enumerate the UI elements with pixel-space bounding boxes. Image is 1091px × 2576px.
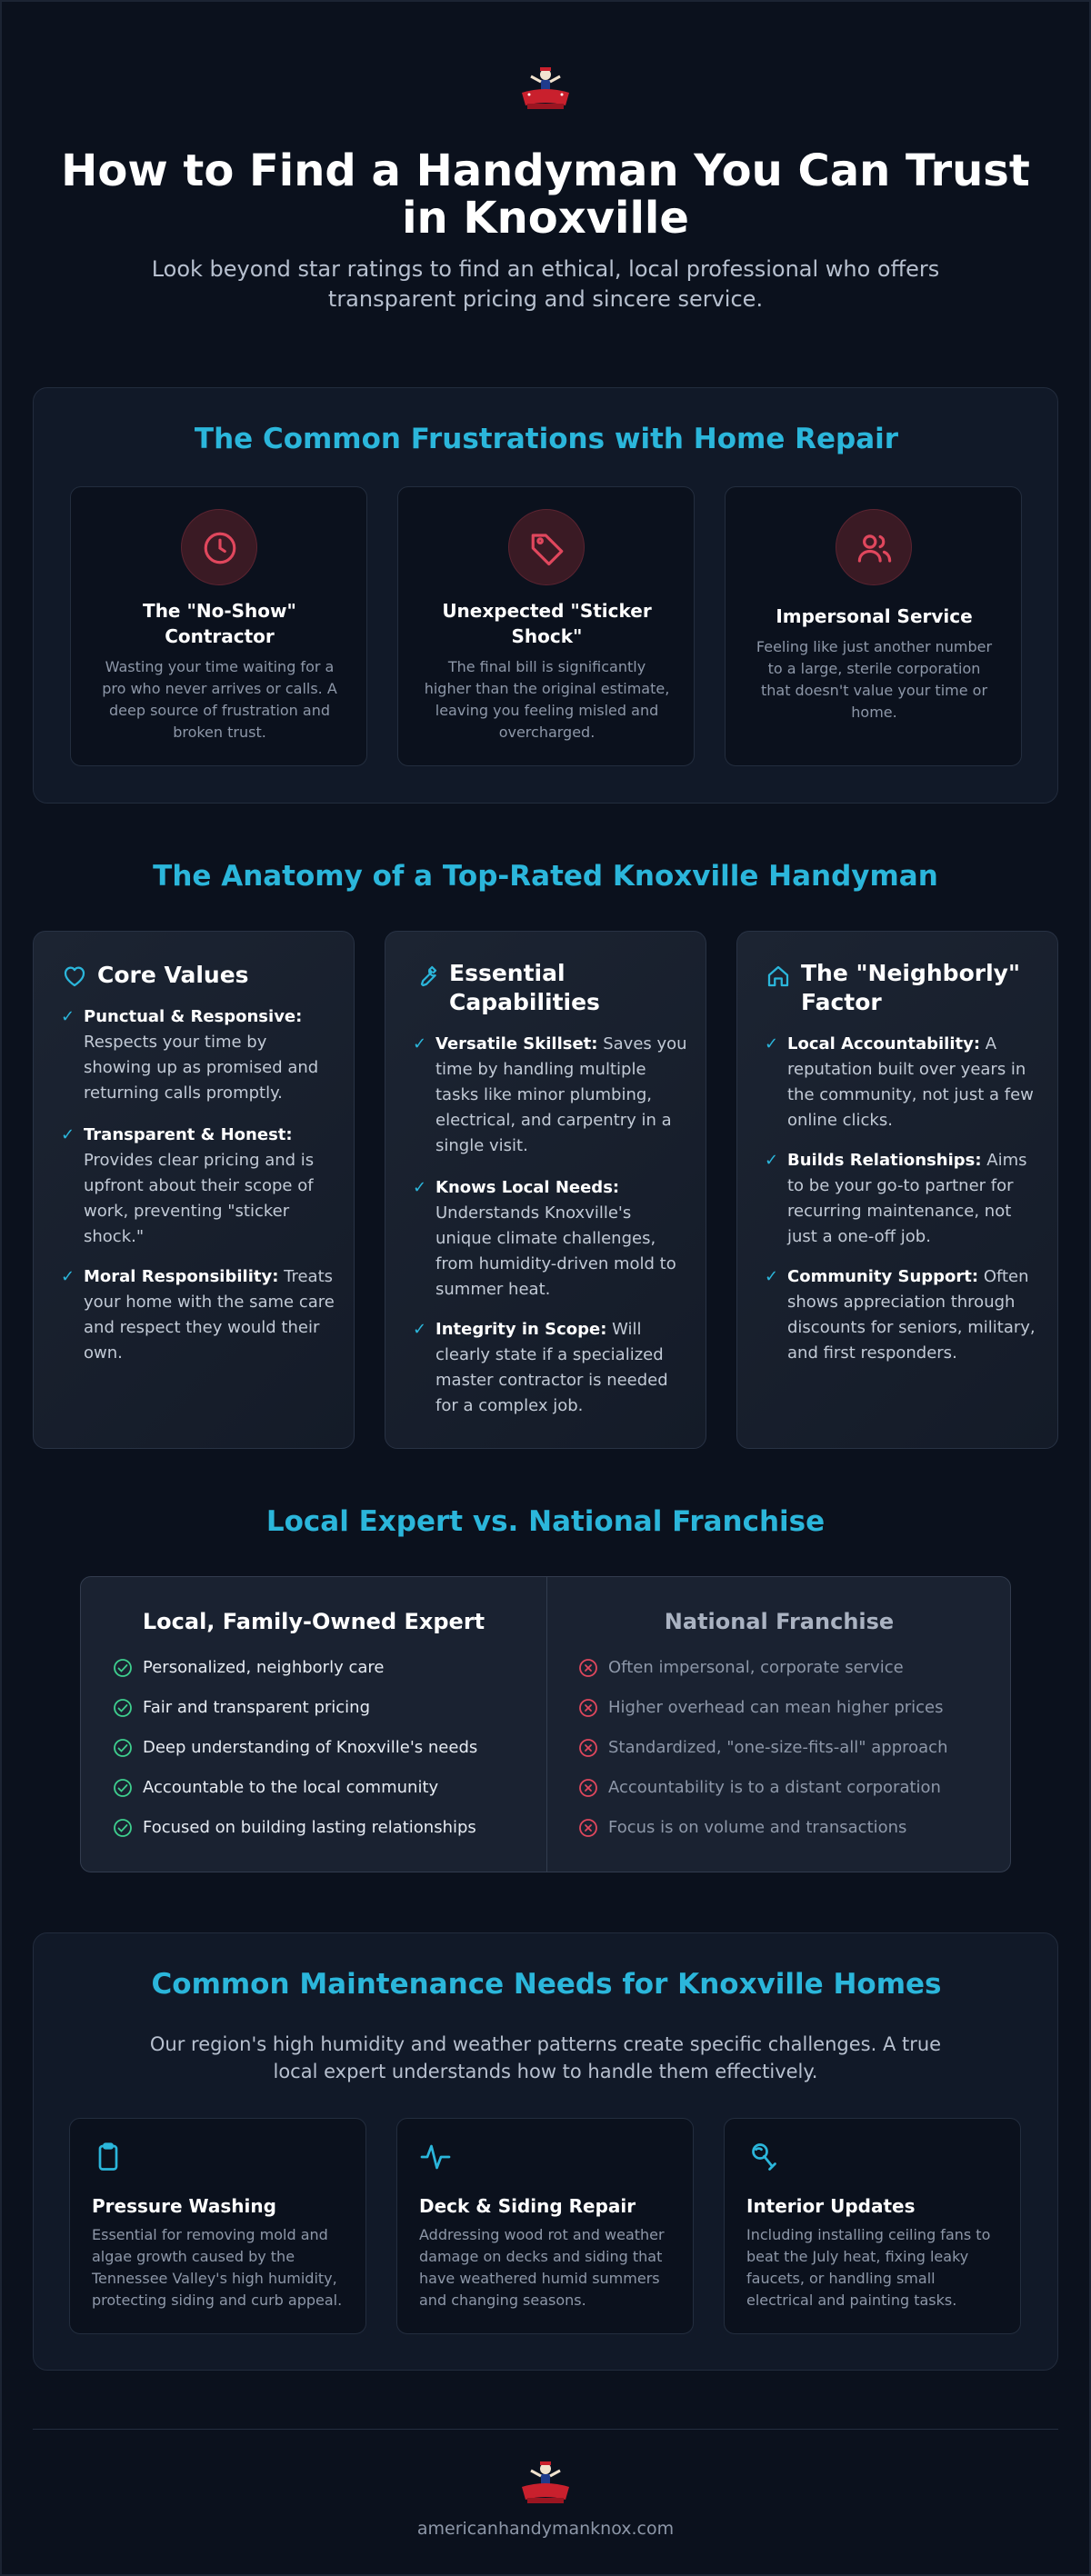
activity-icon — [419, 2141, 452, 2173]
frustration-text: Wasting your time waiting for a pro who never arrives or calls. A deep source of frustration and broken trust. — [102, 658, 337, 741]
comparison-text: Fair and transparent pricing — [143, 1698, 370, 1717]
anatomy-card-neighborly — [736, 931, 1058, 1449]
frustrations-heading: The Common Frustrations with Home Repair — [194, 423, 899, 455]
maintenance-title: Pressure Washing — [92, 2195, 276, 2217]
item-label: Local Accountability: — [787, 1034, 981, 1053]
users-icon — [856, 529, 894, 567]
anatomy-card-title: Essential Capabilities — [449, 960, 600, 1015]
comparison-text: Accountable to the local community — [143, 1778, 439, 1797]
comparison-text: Focused on building lasting relationships — [143, 1818, 476, 1837]
comparison-text: Deep understanding of Knoxville's needs — [143, 1738, 478, 1757]
maintenance-text: Essential for removing mold and algae growth caused by the Tennessee Valley's high humidity, protecting siding and curb appeal. — [92, 2226, 343, 2309]
national-column-title: National Franchise — [664, 1609, 895, 1634]
heart-icon — [61, 963, 88, 990]
x-circle-icon — [577, 1657, 599, 1679]
website-link[interactable]: americanhandymanknox.com — [416, 2519, 675, 2539]
maintenance-intro: Our region's high humidity and weather patterns create specific challenges. A true local expert understands how to handle them effectively. — [149, 2033, 942, 2082]
comparison-text: Focus is on volume and transactions — [608, 1818, 907, 1837]
check-circle-icon — [112, 1817, 134, 1839]
check-circle-icon — [112, 1777, 134, 1799]
check-icon: ✓ — [61, 1007, 75, 1026]
item-label: Community Support: — [787, 1267, 979, 1286]
item-label: Moral Responsibility: — [84, 1267, 279, 1286]
wrench-icon — [413, 963, 440, 990]
comparison-heading: Local Expert vs. National Franchise — [265, 1505, 826, 1538]
item-text: Provides clear pricing and is upfront about their scope of work, preventing "sticker shock." — [84, 1151, 315, 1246]
footer-divider — [33, 2429, 1058, 2430]
maintenance-text: Including installing ceiling fans to beat the July heat, fixing leaky faucets, or handling small electrical and painting tasks. — [746, 2226, 991, 2309]
anatomy-card-title: The "Neighborly" Factor — [801, 960, 1020, 1015]
check-icon: ✓ — [765, 1034, 779, 1053]
item-label: Integrity in Scope: — [435, 1320, 607, 1339]
frustration-card-impersonal — [725, 486, 1022, 766]
brand-logo — [516, 64, 575, 115]
frustrations-panel — [33, 387, 1058, 804]
frustration-title: The "No-Show" Contractor — [143, 600, 296, 647]
comparison-text: Often impersonal, corporate service — [608, 1658, 904, 1677]
check-icon: ✓ — [765, 1151, 779, 1170]
item-text: A reputation built over years in the community, not just a few online clicks. — [787, 1034, 1034, 1130]
tag-icon — [528, 529, 566, 567]
item-label: Knows Local Needs: — [435, 1178, 620, 1197]
item-text: Often shows appreciation through discounts for seniors, military, and first responders. — [787, 1267, 1036, 1363]
maintenance-card-pressure-washing — [69, 2118, 366, 2334]
item-text: Treats your home with the same care and respect they would their own. — [84, 1267, 335, 1363]
frustration-text: Feeling like just another number to a large, sterile corporation that doesn't value your time or home. — [756, 638, 993, 721]
x-circle-icon — [577, 1697, 599, 1719]
icon-circle — [508, 509, 585, 585]
page-title: How to Find a Handyman You Can Trust in Knoxville — [61, 145, 1030, 244]
check-icon: ✓ — [765, 1267, 779, 1286]
check-circle-icon — [112, 1657, 134, 1679]
maintenance-heading: Common Maintenance Needs for Knoxville Homes — [151, 1968, 942, 2001]
footer-logo — [516, 2458, 575, 2509]
anatomy-heading: The Anatomy of a Top-Rated Knoxville Handyman — [153, 860, 938, 893]
icon-circle — [836, 509, 912, 585]
item-text: Will clearly state if a specialized master contractor is needed for a complex job. — [435, 1320, 668, 1415]
paint-icon — [746, 2141, 779, 2173]
handyman-mascot-icon — [516, 64, 575, 115]
clock-icon — [201, 529, 239, 567]
maintenance-title: Interior Updates — [746, 2195, 916, 2217]
comparison-text: Standardized, "one-size-fits-all" approach — [608, 1738, 948, 1757]
item-text: Aims to be your go-to partner for recurring maintenance, not just a one-off job. — [787, 1151, 1027, 1246]
check-icon: ✓ — [413, 1034, 427, 1053]
maintenance-title: Deck & Siding Repair — [419, 2195, 636, 2217]
frustration-card-no-show — [70, 486, 367, 766]
frustration-text: The final bill is significantly higher than the original estimate, leaving you feeling misled and overcharged. — [424, 658, 670, 741]
local-column-title: Local, Family-Owned Expert — [142, 1609, 485, 1634]
item-label: Punctual & Responsive: — [84, 1007, 303, 1026]
x-circle-icon — [577, 1777, 599, 1799]
frustration-card-sticker-shock — [397, 486, 695, 766]
comparison-text: Higher overhead can mean higher prices — [608, 1698, 944, 1717]
item-label: Versatile Skillset: — [435, 1034, 598, 1053]
handyman-mascot-icon — [516, 2458, 575, 2509]
clipboard-icon — [92, 2141, 125, 2173]
maintenance-card-deck-siding — [396, 2118, 694, 2334]
x-circle-icon — [577, 1817, 599, 1839]
check-icon: ✓ — [413, 1320, 427, 1339]
item-label: Transparent & Honest: — [84, 1125, 293, 1144]
check-circle-icon — [112, 1737, 134, 1759]
check-icon: ✓ — [413, 1178, 427, 1197]
anatomy-card-title: Core Values — [97, 962, 249, 988]
maintenance-card-interior-updates — [724, 2118, 1021, 2334]
comparison-text: Personalized, neighborly care — [143, 1658, 385, 1677]
check-icon: ✓ — [61, 1125, 75, 1144]
frustration-title: Impersonal Service — [776, 605, 973, 627]
comparison-table — [80, 1576, 1011, 1872]
frustration-title: Unexpected "Sticker Shock" — [442, 600, 652, 647]
anatomy-card-core-values — [33, 931, 355, 1449]
item-text: Understands Knoxville's unique climate challenges, from humidity-driven mold to summer heat. — [435, 1203, 676, 1299]
anatomy-card-capabilities — [385, 931, 706, 1449]
page-subtitle: Look beyond star ratings to find an ethical, local professional who offers transparent pricing and sincere service. — [151, 256, 940, 312]
x-circle-icon — [577, 1737, 599, 1759]
check-icon: ✓ — [61, 1267, 75, 1286]
maintenance-text: Addressing wood rot and weather damage on decks and siding that have weathered humid summers and changing seasons. — [419, 2226, 665, 2309]
icon-circle — [181, 509, 257, 585]
comparison-text: Accountability is to a distant corporation — [608, 1778, 941, 1797]
home-icon — [765, 963, 792, 990]
item-label: Builds Relationships: — [787, 1151, 982, 1170]
item-text: Saves you time by handling multiple tasks like minor plumbing, electrical, and carpentry in a single visit. — [435, 1034, 687, 1155]
item-text: Respects your time by showing up as promised and returning calls promptly. — [84, 1033, 319, 1103]
check-circle-icon — [112, 1697, 134, 1719]
